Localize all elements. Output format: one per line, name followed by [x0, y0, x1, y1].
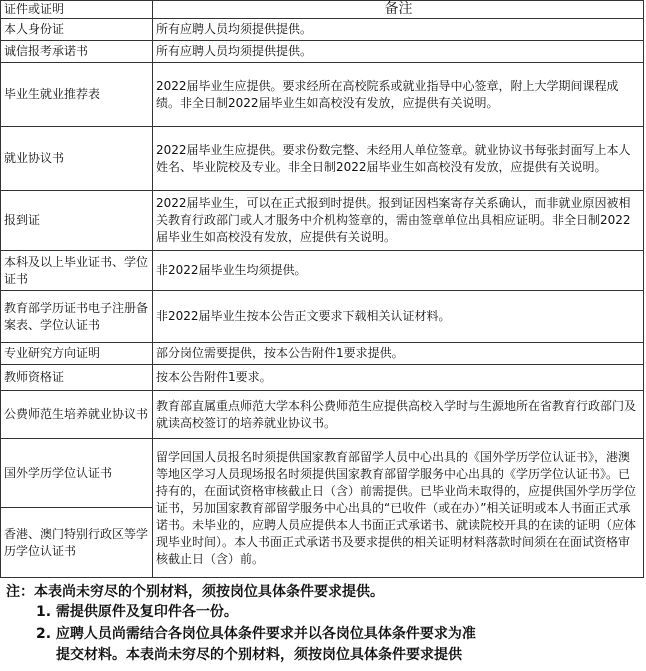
- row-name: 国外学历学位认证书: [1, 439, 153, 508]
- row-name: 香港、澳门特别行政区等学历学位认证书: [1, 508, 153, 578]
- row-name: 本人身份证: [1, 19, 153, 41]
- row-name: 就业协议书: [1, 127, 153, 191]
- row-name: 公费师范生培养就业协议书: [1, 391, 153, 439]
- row-name: 专业研究方向证明: [1, 343, 153, 365]
- table-row: [1, 127, 644, 191]
- table-row: [1, 391, 644, 439]
- row-note: 2022届毕业生，可以在正式报到时提供。报到证因档案寄存关系确认，而非就业原因被相关教育行政部门或人才服务中介机构签章的，需由签章单位出具相应证明。非全日制2022届毕业生如高校没有发放，应提供有关说明。: [153, 191, 644, 251]
- row-note: 教育部直属重点师范大学本科公费师范生应提供高校入学时与生源地所在省教育行政部门及就读高校签订的培养就业协议书。: [153, 391, 644, 439]
- header-certificate: 证件或证明: [1, 1, 153, 19]
- note-line: 2. 应聘人员尚需结合各岗位具体条件要求并以各岗位具体条件要求为准: [36, 626, 476, 642]
- table-row: [1, 19, 644, 41]
- table-row: [1, 439, 644, 508]
- row-note-merged: 留学回国人员报名时须提供国家教育部留学人员中心出具的《国外学历学位认证书》，港澳等地区学习人员现场报名时须提供国家教育部留学服务中心出具的《学历学位认证书》。已持有的，在面试资格审核截止日（含）前需提供。已毕业尚未取得的，应提供国外学历学位证书，另加国家教育部留学服务中心出具的“已收件（或在办）”相关证明或本人书面正式承诺书。未毕业的，应聘人员应提供本人书面正式承诺书、就读院校开具的在读的证明（应体现毕业时间）。本人书面正式承诺书及要求提供的相关证明材料落款时间须在在面试资格审核截止日（含）前。: [153, 439, 644, 578]
- table-row: [1, 365, 644, 391]
- table-row: [1, 41, 644, 63]
- row-name: 毕业生就业推荐表: [1, 63, 153, 127]
- note-line: 提交材料。本表尚未穷尽的个别材料，须按岗位具体条件要求提供: [56, 647, 462, 663]
- row-note: 2022届毕业生应提供。要求经所在高校院系或就业指导中心签章，附上大学期间课程成绩。非全日制2022届毕业生如高校没有发放，应提供有关说明。: [153, 63, 644, 127]
- row-note: 非2022届毕业生按本公告正文要求下载相关认证材料。: [153, 291, 644, 343]
- row-name: 报到证: [1, 191, 153, 251]
- row-note: 按本公告附件1要求。: [153, 365, 644, 391]
- row-note: 所有应聘人员均须提供提供。: [153, 41, 644, 63]
- row-name: 本科及以上毕业证书、学位证书: [1, 251, 153, 291]
- row-note: 2022届毕业生应提供。要求份数完整、未经用人单位签章。就业协议书每张封面写上本人姓名、毕业院校及专业。非全日制2022届毕业生如高校没有发放，应提供有关说明。: [153, 127, 644, 191]
- row-name: 教师资格证: [1, 365, 153, 391]
- note-line: 1. 需提供原件及复印件各一份。: [36, 604, 238, 620]
- row-note: 部分岗位需要提供，按本公告附件1要求提供。: [153, 343, 644, 365]
- table-row: [1, 63, 644, 127]
- header-remarks: 备注: [153, 1, 644, 19]
- table-row: [1, 343, 644, 365]
- row-name: 诚信报考承诺书: [1, 41, 153, 63]
- table-header-row: [1, 1, 644, 19]
- row-name: 教育部学历证书电子注册备案表、学位认证书: [1, 291, 153, 343]
- notes-section: [0, 583, 646, 671]
- row-note: 所有应聘人员均须提供提供。: [153, 19, 644, 41]
- table-row: [1, 251, 644, 291]
- table-row: [1, 291, 644, 343]
- table-row: [1, 191, 644, 251]
- note-line: 注：本表尚未穷尽的个别材料，须按岗位具体条件要求提供。: [6, 584, 384, 600]
- row-note: 非2022届毕业生均须提供。: [153, 251, 644, 291]
